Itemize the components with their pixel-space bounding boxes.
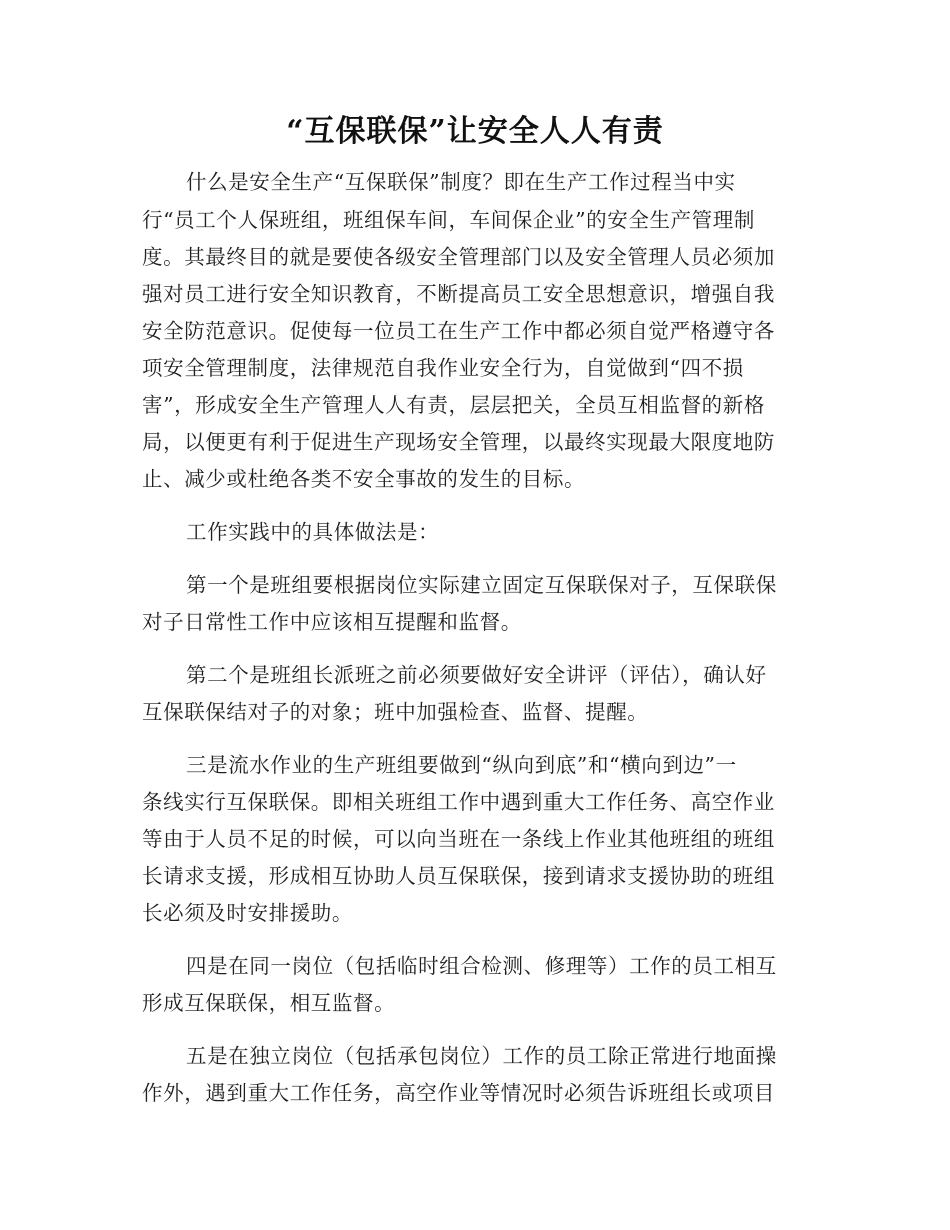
- paragraph-line: 第一个是班组要根据岗位实际建立固定互保联保对子，互保联保: [186, 573, 777, 597]
- paragraph-line: 五是在独立岗位（包括承包岗位）工作的员工除正常进行地面操: [186, 1044, 777, 1068]
- document-title: “互保联保”让安全人人有责: [286, 114, 664, 149]
- paragraph-line: 局，以便更有利于促进生产现场安全管理，以最终实现最大限度地防: [142, 430, 775, 454]
- paragraph-line: 对子日常性工作中应该相互提醒和监督。: [142, 610, 522, 634]
- paragraph-line: 形成互保联保，相互监督。: [142, 991, 396, 1015]
- paragraph-line: 害”，形成安全生产管理人人有责，层层把关，全员互相监督的新格: [142, 393, 765, 417]
- paragraph-line: 三是流水作业的生产班组要做到“纵向到底”和“横向到边”一: [186, 753, 737, 777]
- paragraph-line: 什么是安全生产“互保联保”制度？即在生产工作过程当中实: [186, 170, 736, 194]
- paragraph-line: 行“员工个人保班组，班组保车间，车间保企业”的安全生产管理制: [142, 208, 755, 232]
- paragraph-line: 等由于人员不足的时候，可以向当班在一条线上作业其他班组的班组: [142, 827, 775, 851]
- paragraph-line: 条线实行互保联保。即相关班组工作中遇到重大工作任务、高空作业: [142, 790, 775, 814]
- paragraph-line: 长请求支援，形成相互协助人员互保联保，接到请求支援协助的班组: [142, 864, 775, 888]
- paragraph-line: 工作实践中的具体做法是：: [186, 520, 440, 544]
- paragraph-line: 作外，遇到重大工作任务，高空作业等情况时必须告诉班组长或项目: [142, 1081, 775, 1105]
- paragraph-line: 止、减少或杜绝各类不安全事故的发生的目标。: [142, 467, 586, 491]
- paragraph-line: 第二个是班组长派班之前必须要做好安全讲评（评估），确认好: [186, 663, 767, 687]
- paragraph-line: 度。其最终目的就是要使各级安全管理部门以及安全管理人员必须加: [142, 245, 775, 269]
- paragraph-line: 安全防范意识。促使每一位员工在生产工作中都必须自觉严格遵守各: [142, 319, 775, 343]
- paragraph-line: 项安全管理制度，法律规范自我作业安全行为，自觉做到“四不损: [142, 356, 744, 380]
- paragraph-line: 强对员工进行安全知识教育，不断提高员工安全思想意识，增强自我: [142, 282, 775, 306]
- paragraph-line: 互保联保结对子的对象；班中加强检查、监督、提醒。: [142, 700, 649, 724]
- paragraph-line: 长必须及时安排援助。: [142, 901, 353, 925]
- paragraph-line: 四是在同一岗位（包括临时组合检测、修理等）工作的员工相互: [186, 954, 777, 978]
